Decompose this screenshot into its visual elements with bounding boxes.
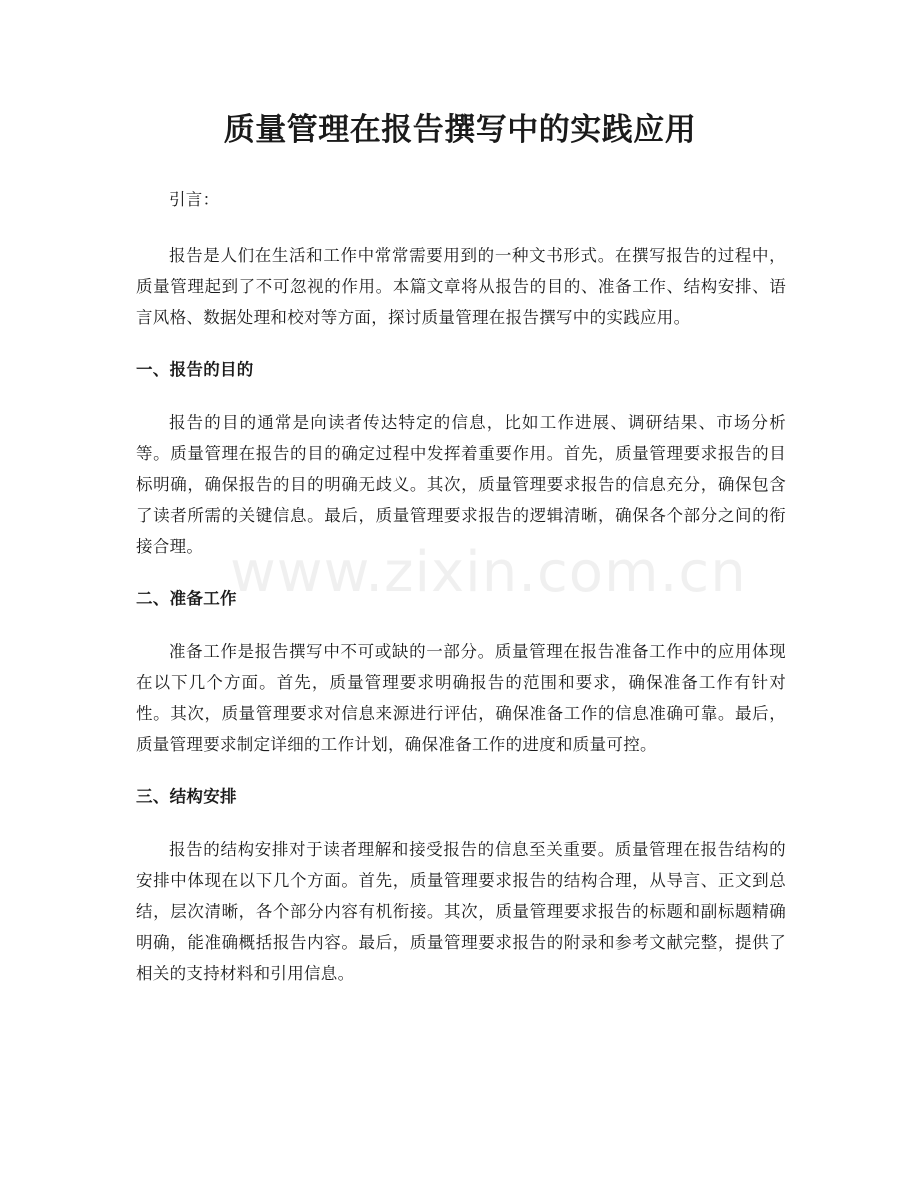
watermark: www.zixin.com.cn (230, 540, 747, 605)
section-heading-preparation: 二、准备工作 (136, 589, 237, 608)
intro-paragraph: 报告是人们在生活和工作中常常需要用到的一种文书形式。在撰写报告的过程中，质量管理起到了不可忽视的作用。本篇文章将从报告的目的、准备工作、结构安排、语言风格、数据处理和校对等方面，探讨质量管理在报告撰写中的实践应用。 (136, 246, 786, 327)
section-paragraph-preparation: 准备工作是报告撰写中不可或缺的一部分。质量管理在报告准备工作中的应用体现在以下几个方面。首先，质量管理要求明确报告的范围和要求，确保准备工作有针对性。其次，质量管理要求对信息来源进行评估，确保准备工作的信息准确可靠。最后，质量管理要求制定详细的工作计划，确保准备工作的进度和质量可控。 (136, 642, 786, 754)
section-paragraph-purpose: 报告的目的通常是向读者传达特定的信息，比如工作进展、调研结果、市场分析等。质量管理在报告的目的确定过程中发挥着重要作用。首先，质量管理要求报告的目标明确，确保报告的目的明确无歧义。其次，质量管理要求报告的信息充分，确保包含了读者所需的关键信息。最后，质量管理要求报告的逻辑清晰，确保各个部分之间的衔接合理。 (136, 413, 786, 556)
section-paragraph-structure: 报告的结构安排对于读者理解和接受报告的信息至关重要。质量管理在报告结构的安排中体现在以下几个方面。首先，质量管理要求报告的结构合理，从导言、正文到总结，层次清晰，各个部分内容有机衔接。其次，质量管理要求报告的标题和副标题精确明确，能准确概括报告内容。最后，质量管理要求报告的附录和参考文献完整，提供了相关的支持材料和引用信息。 (136, 840, 786, 983)
section-heading-purpose: 一、报告的目的 (136, 360, 254, 379)
document-title: 质量管理在报告撰写中的实践应用 (223, 112, 697, 148)
document-body (136, 184, 786, 989)
intro-label: 引言： (169, 190, 220, 209)
section-heading-structure: 三、结构安排 (136, 787, 237, 806)
